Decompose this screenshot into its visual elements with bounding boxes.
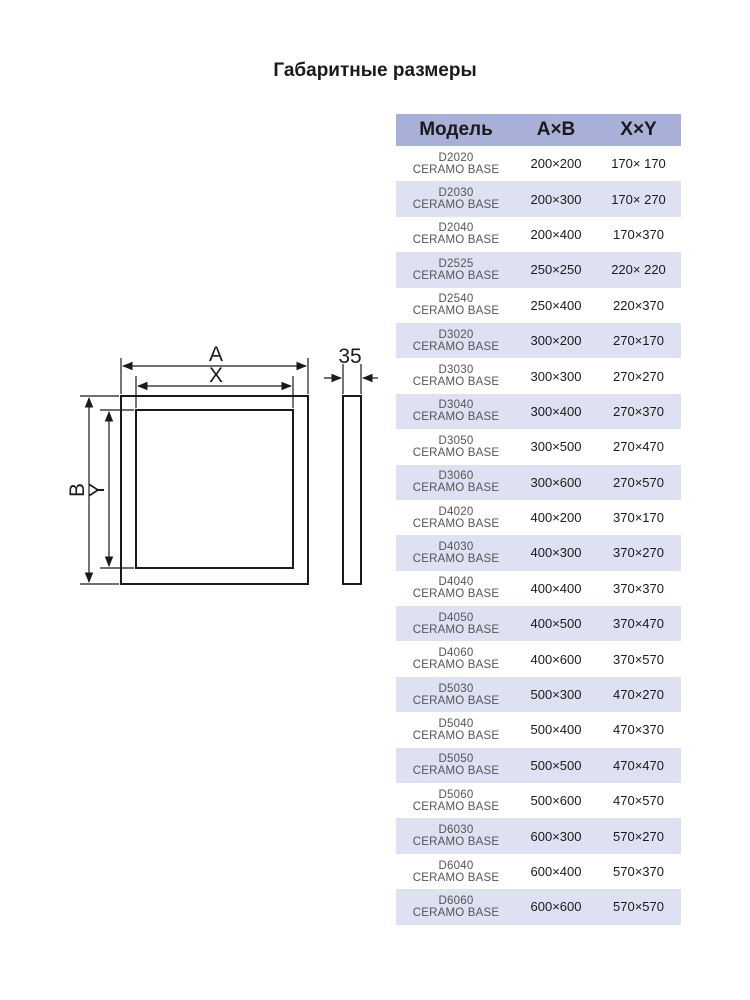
- cell-model: D3030 CERAMO BASE: [412, 364, 500, 389]
- table-row: [396, 465, 681, 500]
- cell-xy: 170× 270: [596, 181, 681, 216]
- header-model: Модель: [396, 114, 516, 146]
- cell-xy: 270×370: [596, 394, 681, 429]
- cell-xy: 370×270: [596, 535, 681, 570]
- cell-model: D4040 CERAMO BASE: [412, 576, 500, 601]
- cell-model: D2030 CERAMO BASE: [396, 181, 516, 216]
- cell-ab: 200×300: [516, 181, 596, 216]
- label-b: B: [66, 482, 89, 498]
- cell-xy: 220×370: [613, 297, 664, 313]
- cell-model: D5030 CERAMO BASE: [396, 677, 516, 712]
- cell-model: D3040 CERAMO BASE: [396, 394, 516, 429]
- label-a: A: [208, 343, 224, 366]
- side-profile: [343, 396, 361, 584]
- cell-ab: 200×400: [530, 226, 582, 242]
- cell-xy: 270×270: [613, 368, 664, 384]
- cell-ab: 500×400: [530, 722, 582, 738]
- cell-ab: 600×300: [516, 818, 596, 853]
- cell-ab: 500×300: [516, 677, 596, 712]
- cell-xy: 170× 170: [611, 156, 666, 172]
- cell-ab: 300×600: [516, 465, 596, 500]
- cell-model: D4020 CERAMO BASE: [412, 505, 500, 530]
- table-row: [396, 181, 681, 216]
- cell-ab: 400×300: [516, 535, 596, 570]
- table-row: [396, 429, 681, 464]
- cell-xy: 370×170: [613, 510, 664, 526]
- cell-xy: 570×270: [596, 818, 681, 853]
- table-row: [396, 217, 681, 252]
- cell-ab: 300×500: [530, 439, 582, 455]
- cell-model: D3020 CERAMO BASE: [396, 323, 516, 358]
- cell-model: D4030 CERAMO BASE: [396, 535, 516, 570]
- table-row: [396, 394, 681, 429]
- cell-ab: 250×400: [530, 297, 582, 313]
- cell-xy: 270×570: [596, 465, 681, 500]
- cell-ab: 500×600: [530, 793, 582, 809]
- table-row: [396, 818, 681, 853]
- table-row: [396, 677, 681, 712]
- table-row: [396, 358, 681, 393]
- cell-xy: 370×370: [613, 580, 664, 596]
- table-row: [396, 288, 681, 323]
- table-header-row: [396, 114, 681, 146]
- table-row: [396, 535, 681, 570]
- cell-model: D6030 CERAMO BASE: [396, 818, 516, 853]
- table-row: [396, 606, 681, 641]
- table-row: [396, 748, 681, 783]
- cell-ab: 300×200: [516, 323, 596, 358]
- table-row: [396, 252, 681, 287]
- header-ab: A×B: [516, 114, 596, 146]
- cell-ab: 400×600: [530, 651, 582, 667]
- table-row: [396, 889, 681, 924]
- table-row: [396, 783, 681, 818]
- cell-model: D3060 CERAMO BASE: [396, 465, 516, 500]
- outer-frame: [121, 396, 308, 584]
- table-row: [396, 641, 681, 676]
- cell-model: D3050 CERAMO BASE: [412, 434, 500, 459]
- cell-xy: 170×370: [613, 226, 664, 242]
- cell-ab: 600×400: [530, 864, 582, 879]
- cell-model: D2040 CERAMO BASE: [412, 222, 500, 247]
- cell-model: D2020 CERAMO BASE: [412, 151, 500, 176]
- cell-model: D2540 CERAMO BASE: [412, 293, 500, 318]
- cell-ab: 400×400: [530, 580, 582, 596]
- label-depth: 35: [338, 345, 362, 368]
- cell-model: D6040 CERAMO BASE: [412, 859, 500, 884]
- table-row: [396, 571, 681, 606]
- cell-ab: 200×200: [530, 156, 582, 172]
- label-y: Y: [86, 482, 109, 498]
- table-row: [396, 500, 681, 535]
- page-title: Габаритные размеры: [273, 60, 477, 81]
- cell-xy: 470×270: [596, 677, 681, 712]
- cell-ab: 600×600: [516, 889, 596, 924]
- cell-ab: 250×250: [516, 252, 596, 287]
- sizes-table: [396, 114, 681, 925]
- cell-ab: 300×300: [530, 368, 582, 384]
- cell-xy: 270×470: [613, 439, 664, 455]
- cell-ab: 400×200: [530, 510, 582, 526]
- cell-ab: 400×500: [516, 606, 596, 641]
- cell-xy: 370×470: [596, 606, 681, 641]
- cell-model: D5050 CERAMO BASE: [396, 748, 516, 783]
- cell-ab: 300×400: [516, 394, 596, 429]
- cell-model: D4050 CERAMO BASE: [396, 606, 516, 641]
- inner-door: [136, 410, 293, 568]
- table-row: [396, 854, 681, 889]
- cell-xy: 370×570: [613, 651, 664, 667]
- cell-model: D6060 CERAMO BASE: [396, 889, 516, 924]
- cell-model: D5040 CERAMO BASE: [412, 717, 500, 742]
- cell-ab: 500×500: [516, 748, 596, 783]
- cell-xy: 570×370: [613, 864, 664, 879]
- cell-xy: 270×170: [596, 323, 681, 358]
- cell-xy: 220× 220: [596, 252, 681, 287]
- cell-model: D4060 CERAMO BASE: [412, 647, 500, 672]
- cell-xy: 470×470: [596, 748, 681, 783]
- cell-xy: 470×570: [613, 793, 664, 809]
- table-row: [396, 712, 681, 747]
- cell-model: D2525 CERAMO BASE: [396, 252, 516, 287]
- cell-xy: 570×570: [596, 889, 681, 924]
- cell-model: D5060 CERAMO BASE: [412, 788, 500, 813]
- header-xy: X×Y: [596, 114, 681, 146]
- label-x: X: [208, 364, 224, 387]
- table-row: [396, 323, 681, 358]
- table-row: [396, 146, 681, 181]
- cell-xy: 470×370: [613, 722, 664, 738]
